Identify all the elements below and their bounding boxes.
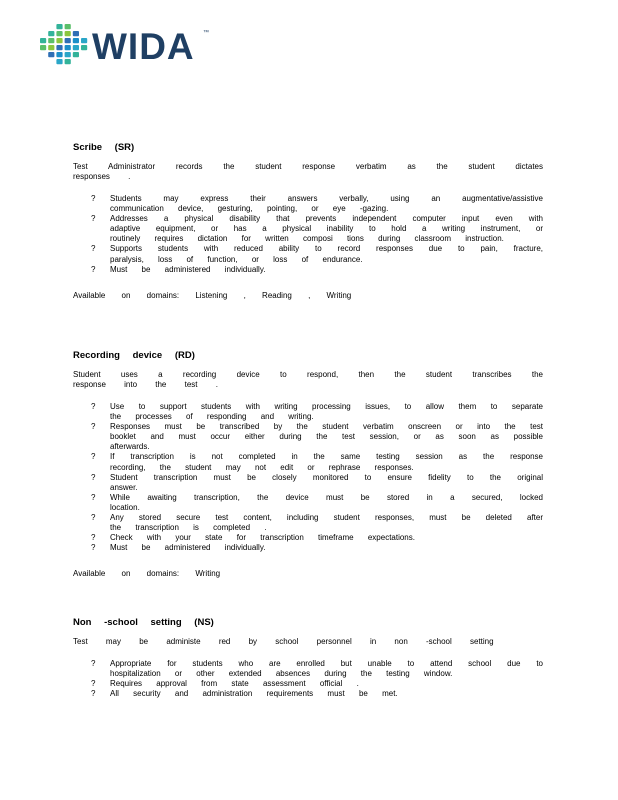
section-heading: Non -school setting (NS): [73, 617, 214, 628]
section-lead: Student uses a recording device to respond, then the student transcribes the response into the test .: [73, 370, 543, 389]
trademark-mark: ™: [203, 30, 209, 36]
bullet-marker: ?: [91, 244, 96, 254]
bullet-marker: ?: [91, 689, 96, 699]
logo-dot: [56, 45, 62, 50]
list-item: ? Check with your state for transcription timeframe expectations.: [91, 533, 415, 543]
logo-dot: [81, 38, 87, 43]
logo-dot: [48, 31, 54, 36]
list-item: ? Use to support students with writing processing issues, to allow them to separate the processes of responding and writing.: [91, 402, 543, 422]
list-item: ? All security and administration requirements must be met.: [91, 689, 398, 699]
list-item: ? Requires approval from state assessment official .: [91, 679, 359, 689]
bullet-marker: ?: [91, 452, 96, 462]
bullet-list: [73, 402, 543, 553]
section-lead: Test may be administe red by school personnel in non -school setting: [73, 637, 494, 646]
bullet-marker: ?: [91, 533, 96, 543]
bullet-marker: ?: [91, 492, 96, 502]
logo-dot: [56, 24, 62, 29]
logo-dot: [65, 59, 71, 64]
logo-dot: [40, 45, 46, 50]
logo-dot: [65, 24, 71, 29]
bullet-marker: ?: [91, 679, 96, 689]
logo-dot: [73, 31, 79, 36]
bullet-list: [73, 659, 543, 699]
list-item: ? Must be administered individually.: [91, 264, 266, 274]
bullet-marker: ?: [91, 214, 96, 224]
logo-dot: [65, 52, 71, 57]
bullet-marker: ?: [91, 422, 96, 432]
list-item: ? Responses must be transcribed by the student verbatim onscreen or into the test booklet and must occur either during the test session, or as soon as possible afterwards.: [91, 422, 543, 452]
bullet-marker: ?: [91, 472, 96, 482]
logo-wordmark: WIDA: [92, 26, 195, 67]
logo-dot: [48, 45, 54, 50]
list-item: ? Any stored secure test content, including student responses, must be deleted after the transcription is completed .: [91, 513, 543, 533]
list-item: ? If transcription is not completed in the same testing session as the response recording, the student may not edit or rephrase responses.: [91, 452, 543, 472]
logo-dot: [56, 38, 62, 43]
list-item: ? Supports students with reduced ability to record responses due to pain, fracture, paralysis, loss of function, or loss of endurance.: [91, 244, 543, 264]
list-item: ? While awaiting transcription, the device must be stored in a secured, locked location.: [91, 492, 543, 512]
logo-dot: [56, 52, 62, 57]
logo-dot: [81, 45, 87, 50]
list-item: ? Students may express their answers verbally, using an augmentative/assistive communication device, gesturing, pointing, or eye -gazing.: [91, 194, 543, 214]
section-heading: Scribe (SR): [73, 142, 135, 153]
logo-dot: [73, 45, 79, 50]
section-recording-device: [73, 350, 543, 579]
section-scribe: [73, 142, 543, 301]
bullet-list: [73, 194, 543, 275]
logo-dot: [65, 31, 71, 36]
logo-dot: [48, 52, 54, 57]
bullet-marker: ?: [91, 264, 96, 274]
available-domains: Available on domains: Listening , Reading , Writing: [73, 290, 352, 300]
logo-dot: [56, 59, 62, 64]
list-item: ? Must be administered individually.: [91, 543, 266, 553]
bullet-marker: ?: [91, 659, 96, 668]
bullet-marker: ?: [91, 402, 96, 411]
section-heading: Recording device (RD): [73, 350, 195, 361]
logo-dot: [73, 52, 79, 57]
available-domains: Available on domains: Writing: [73, 569, 221, 579]
wida-logo: [38, 22, 213, 70]
logo-dot: [73, 38, 79, 43]
section-lead: Test Administrator records the student response verbatim as the student dictates responses .: [73, 162, 543, 181]
logo-dot: [65, 45, 71, 50]
bullet-marker: ?: [91, 543, 96, 553]
logo-dot: [56, 31, 62, 36]
list-item: ? Addresses a physical disability that prevents independent computer input even with adaptive equipment, or has a physical inability to hold a writing instrument, or routinely requires dictation for written composi tions during classroom instruction.: [91, 214, 543, 244]
list-item: ? Appropriate for students who are enrolled but unable to attend school due to hospitalization or other extended absences during the testing window.: [91, 659, 543, 679]
logo-dot: [48, 38, 54, 43]
section-non-school-setting: [73, 617, 543, 699]
wida-dot-grid-icon: [38, 22, 92, 68]
list-item: ? Student transcription must be closely monitored to ensure fidelity to the original answer.: [91, 472, 543, 492]
bullet-marker: ?: [91, 194, 96, 203]
logo-dot: [40, 38, 46, 43]
logo-dot: [65, 38, 71, 43]
bullet-marker: ?: [91, 513, 96, 523]
